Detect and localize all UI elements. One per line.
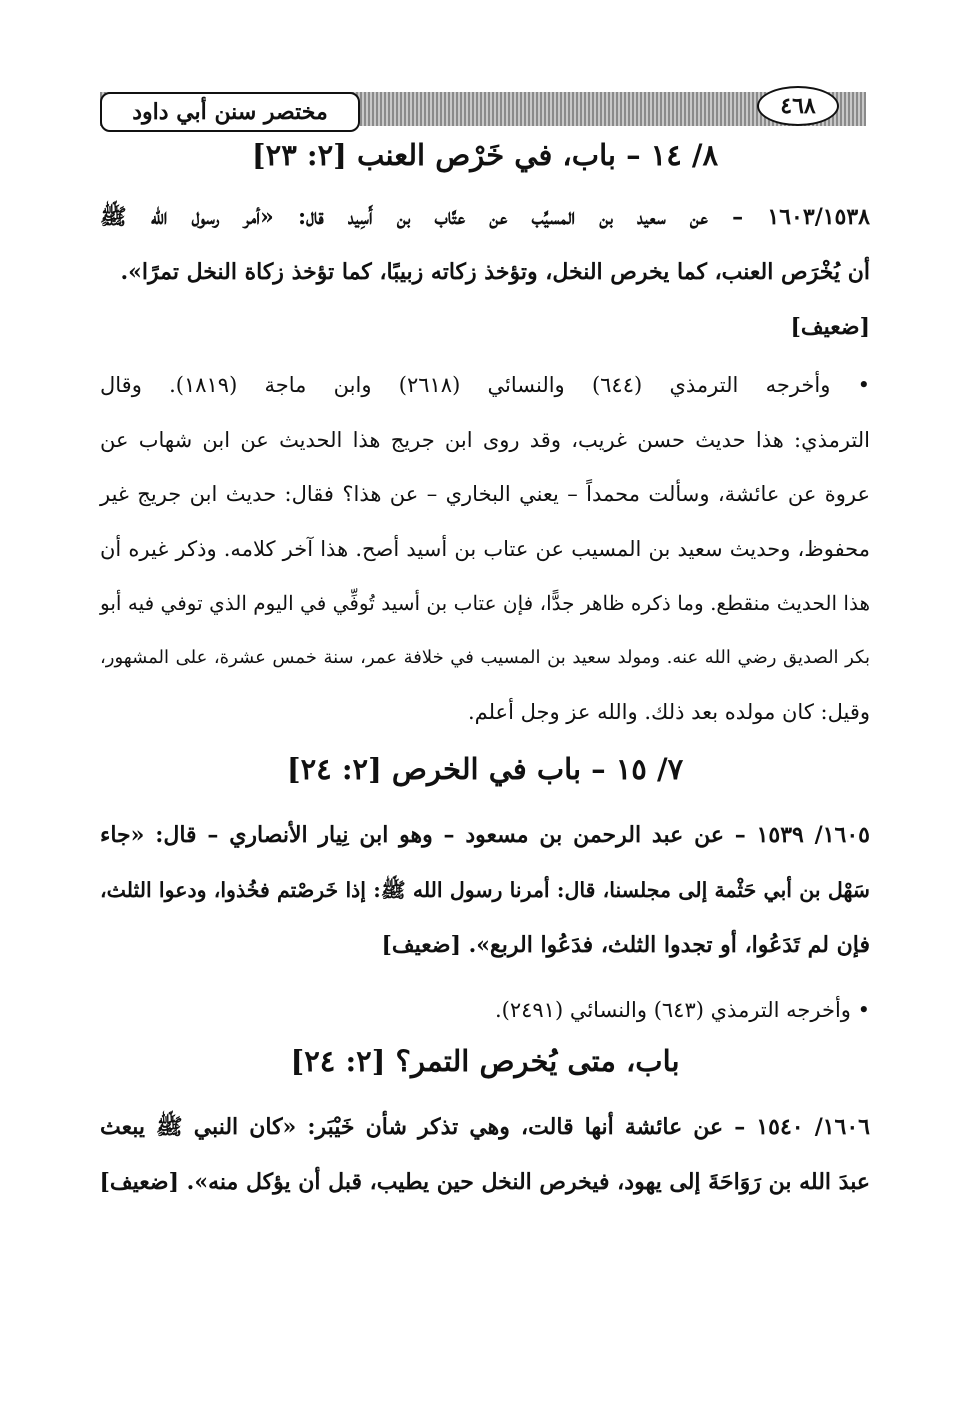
hadith-line: فإن لم تَدَعُوا، أو تجدوا الثلث، فدَعُوا الربع». [ضعيف] bbox=[381, 932, 870, 958]
section-heading: ٧/ ١٥ – باب في الخرص [٢: ٢٤] bbox=[286, 752, 684, 786]
hadith-line: أن يُخْرَص العنب، كما يخرص النخل، وتؤخذ زكاته زبيبًا، كما تؤخذ زكاة النخل تمرًا». bbox=[120, 259, 870, 285]
note-line: محفوظ، وحديث سعيد بن المسيب عن عتاب بن أسيد أصح. هذا آخر كلامه. وذكر غيره أن bbox=[100, 536, 870, 561]
takhrij-note bbox=[100, 358, 870, 740]
note-line: وقيل: كان مولده بعد ذلك. والله عز وجل أعلم. bbox=[467, 700, 870, 724]
note-line: هذا الحديث منقطع. وما ذكره ظاهر جدًّا، فإن عتاب بن أسيد تُوفِّي في اليوم الذي توفي فيه أبو bbox=[100, 591, 870, 615]
hadith-line: عبدَ الله بن رَوَاحَةَ إلى يهود، فيخرص النخل حين يطيب، قبل أن يؤكل منه». [ضعيف] bbox=[99, 1169, 870, 1195]
section-heading: ٨/ ١٤ – باب، في خَرْص العنب [٢: ٢٣] bbox=[251, 138, 719, 172]
book-title: مختصر سنن أبي داود bbox=[100, 92, 360, 132]
hadith-line: ١٦٠٦/ ١٥٤٠ – عن عائشة أنها قالت، وهي تذكر شأن خَيْبَر: «كان النبي ﷺ يبعث bbox=[100, 1114, 870, 1140]
note-line: • وأخرجه الترمذي (٦٤٤) والنسائي (٢٦١٨) وابن ماجة (١٨١٩). وقال bbox=[100, 373, 870, 397]
takhrij-note bbox=[100, 983, 870, 1038]
hadith-line: [ضعيف] bbox=[790, 314, 870, 340]
note-line: • وأخرجه الترمذي (٦٤٣) والنسائي (٢٤٩١). bbox=[494, 998, 870, 1022]
note-line: الترمذي: هذا حديث حسن غريب، وقد روى ابن جريج هذا الحديث عن ابن شهاب عن bbox=[100, 427, 870, 452]
page-number: ٤٦٨ bbox=[757, 86, 839, 126]
hadith-line: سَهْل بن أبي حَثْمة إلى مجلسنا، قال: أمرنا رسول الله ﷺ: إذا خَرصْتم فخُذوا، ودعوا الثلث، bbox=[100, 878, 870, 902]
hadith-text bbox=[100, 808, 870, 973]
hadith-text bbox=[100, 1100, 870, 1210]
hadith-line: ١٦٠٣/١٥٣٨ – عن سعيد بن المسيِّب عن عتَّاب بن أَسِيد قال: «أمر رسول الله ﷺ bbox=[100, 204, 870, 230]
section-heading: باب، متى يُخرص التمر؟ [٢: ٢٤] bbox=[290, 1044, 680, 1078]
hadith-text bbox=[100, 190, 870, 355]
hadith-line: ١٦٠٥/ ١٥٣٩ – عن عبد الرحمن بن مسعود – وهو ابن نِيار الأنصاري – قال: «جاء bbox=[100, 822, 870, 848]
note-line: عروة عن عائشة، وسألت محمداً – يعني البخاري – عن هذا؟ فقال: حديث ابن جريج غير bbox=[100, 482, 870, 506]
note-line: بكر الصديق رضي الله عنه. ومولد سعيد بن المسيب في خلافة عمر، سنة خمس عشرة، على المشهور، bbox=[100, 646, 870, 668]
